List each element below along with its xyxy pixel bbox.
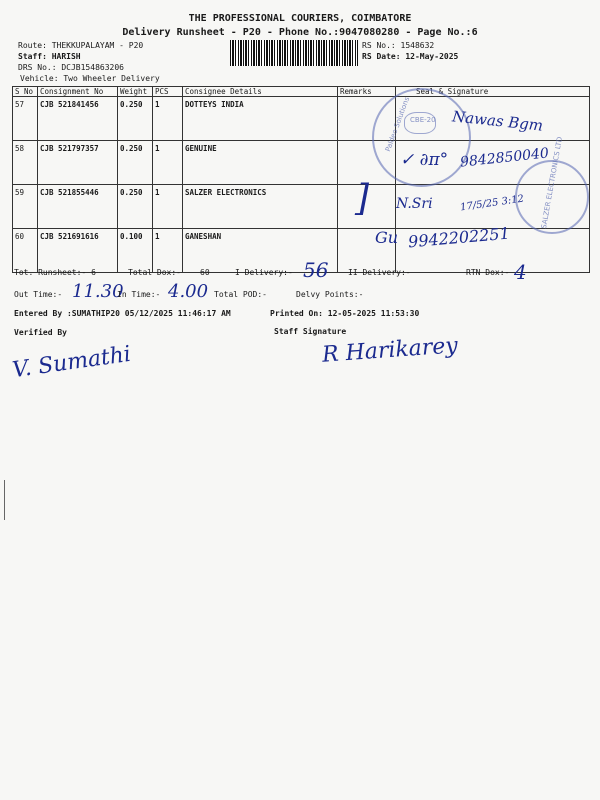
verified-by-label: Verified By <box>14 328 67 337</box>
handwritten-signature-60: Gu <box>375 228 399 247</box>
handwritten-date-59: 17/5/25 3:12 <box>459 193 525 214</box>
col-header-sno: S No <box>13 87 38 97</box>
handwritten-rtn-dox: 4 <box>514 260 527 284</box>
cell-weight: 0.100 <box>118 229 153 273</box>
cell-consignee: SALZER ELECTRONICS <box>183 185 338 229</box>
cell-weight: 0.250 <box>118 97 153 141</box>
handwritten-signature-59: N.Sri <box>396 196 433 212</box>
rs-date: RS Date: 12-May-2025 <box>362 52 459 61</box>
cell-pcs: 1 <box>153 185 183 229</box>
cell-sno: 57 <box>13 97 38 141</box>
handwritten-signature-58: ✓ ∂π° <box>400 150 449 170</box>
cell-consignment: CJB 521841456 <box>38 97 118 141</box>
total-runsheet: Tot. Runsheet:- 6 <box>14 268 96 277</box>
cell-consignee: DOTTEYS INDIA <box>183 97 338 141</box>
cell-consignee: GENUINE <box>183 141 338 185</box>
total-pod-label: Total POD:- <box>214 290 267 299</box>
in-time-label: In Time:- <box>117 290 161 299</box>
cell-pcs: 1 <box>153 141 183 185</box>
rs-number: RS No.: 1548632 <box>362 41 435 50</box>
handwritten-phone-58: 9842850040 <box>459 145 550 171</box>
handwritten-i-delivery: 56 <box>303 258 329 282</box>
ii-delivery-label: II Delivery:- <box>348 268 411 277</box>
total-dox-value: 60 <box>200 268 210 277</box>
vehicle-label: Vehicle: Two Wheeler Delivery <box>20 74 160 83</box>
cell-sno: 58 <box>13 141 38 185</box>
cell-consignment: CJB 521691616 <box>38 229 118 273</box>
cell-pcs: 1 <box>153 229 183 273</box>
col-header-consignment: Consignment No <box>38 87 118 97</box>
courier-stamp-code: CBE-20 <box>410 116 436 124</box>
handwritten-in-time: 4.00 <box>168 281 209 302</box>
verifier-signature: V. Sumathi <box>10 341 133 384</box>
cell-sno: 60 <box>13 229 38 273</box>
cell-weight: 0.250 <box>118 185 153 229</box>
cell-consignment: CJB 521855446 <box>38 185 118 229</box>
staff-signature: R Harikarey <box>321 333 459 368</box>
i-delivery-label: I Delivery:- <box>235 268 293 277</box>
total-dox-label: Total Dox:- <box>128 268 181 277</box>
cell-sno: 59 <box>13 185 38 229</box>
printed-on: Printed On: 12-05-2025 11:53:30 <box>270 309 420 318</box>
courier-stamp <box>372 88 471 187</box>
staff-signature-label: Staff Signature <box>274 327 347 336</box>
table-header-row <box>13 87 590 97</box>
handwritten-recipient-57: Nawas Bgm <box>451 107 544 135</box>
cell-consignment: CJB 521797357 <box>38 141 118 185</box>
delivery-points-label: Delvy Points:- <box>296 290 364 299</box>
col-header-consignee: Consignee Details <box>183 87 338 97</box>
staff-label: Staff: HARISH <box>18 52 81 61</box>
cell-consignee: GANESHAN <box>183 229 338 273</box>
company-stamp-text: SALZER ELECTRONICS LTD <box>540 136 565 230</box>
runsheet-subtitle: Delivery Runsheet - P20 - Phone No.:9047080280 - Page No.:6 <box>122 27 478 38</box>
cell-weight: 0.250 <box>118 141 153 185</box>
col-header-pcs: PCS <box>153 87 183 97</box>
col-header-seal: Seal & Signature <box>396 87 590 97</box>
cell-pcs: 1 <box>153 97 183 141</box>
company-title: THE PROFESSIONAL COURIERS, COIMBATORE <box>188 13 412 24</box>
col-header-remarks: Remarks <box>338 87 396 97</box>
courier-stamp-text: Paldeo Solutions <box>384 95 412 153</box>
handwritten-out-time: 11.30 <box>72 281 124 302</box>
out-time-label: Out Time:- <box>14 290 63 299</box>
entered-by: Entered By :SUMATHIP20 05/12/2025 11:46:17 AM <box>14 309 231 318</box>
col-header-weight: Weight <box>118 87 153 97</box>
drs-number: DRS No.: DCJB154863206 <box>18 63 124 72</box>
handwritten-mark-59: ] <box>355 178 370 219</box>
route-label: Route: THEKKUPALAYAM - P20 <box>18 41 144 50</box>
rtn-dox-label: RTN Dox:- <box>466 268 510 277</box>
page-edge-mark <box>4 480 5 520</box>
barcode-image <box>230 40 358 66</box>
handwritten-phone-60: 9942202251 <box>407 223 511 252</box>
